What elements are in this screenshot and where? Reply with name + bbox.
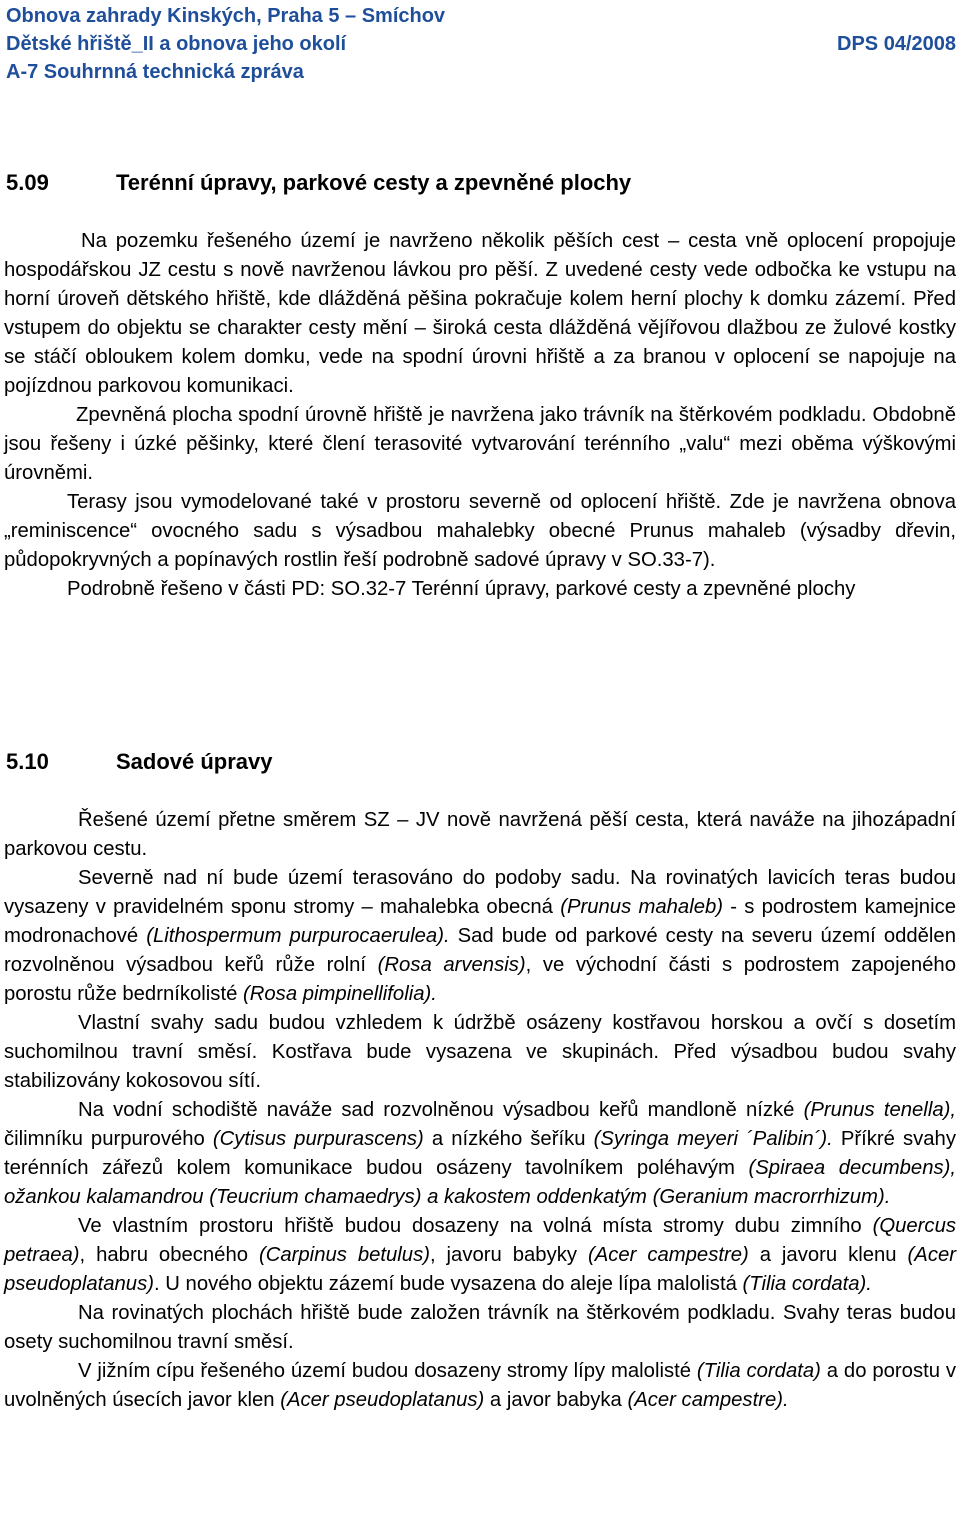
- section-509-paragraph-1: Na pozemku řešeného území je navrženo několik pěších cest – cesta vně oplocení propojuje hospodářskou JZ cestu s nově navrženou lávkou pro pěší. Z uvedené cesty vede odbočka ke vstupu na horní úroveň dětského hřiště, kde dlážděná pěšina pokračuje kolem herní plochy k domku zázemí. Před vstupem do objektu se charakter cesty mění – široká cesta dlážděná vějířovou dlažbou ze žulové kostky se stáčí obloukem kolem domku, vede na spodní úrovni hřiště a za branou v oplocení se napojuje na pojízdnou parkovou komunikaci.: [4, 230, 956, 397]
- document-title: A-7 Souhrnná technická zpráva: [6, 61, 304, 83]
- project-title: Obnova zahrady Kinských, Praha 5 – Smíchov: [6, 5, 446, 27]
- section-509-title: Terénní úpravy, parkové cesty a zpevněné plochy: [116, 170, 632, 195]
- section-510-heading: [6, 747, 273, 777]
- section-510-paragraph-6: Na rovinatých plochách hřiště bude založen trávník na štěrkovém podkladu. Svahy teras budou osety suchomilnou travní směsí.: [4, 1302, 956, 1353]
- section-509-paragraph-2: Zpevněná plocha spodní úrovně hřiště je navržena jako trávník na štěrkovém podkladu. Obdobně jsou řešeny i úzké pěšinky, které člení terasovité vytvarování terénního „valu“ mezi oběma výškovými úrovněmi.: [4, 404, 956, 484]
- header-line-1: [6, 2, 956, 30]
- document-stage: DPS 04/2008: [837, 33, 956, 55]
- section-510-paragraph-1: Řešené území přetne směrem SZ – JV nově navržená pěší cesta, která naváže na jihozápadní parkovou cestu.: [4, 809, 956, 860]
- section-510-paragraph-7: V jižním cípu řešeného území budou dosazeny stromy lípy malolisté (Tilia cordata) a do porostu v uvolněných úsecích javor klen (Acer pseudoplatanus) a javor babyka (Acer campestre).: [4, 1360, 956, 1411]
- project-subtitle: Dětské hřiště_II a obnova jeho okolí: [6, 33, 347, 55]
- section-510-body: [4, 806, 956, 1415]
- header-line-2: [6, 30, 956, 58]
- section-509-number: 5.09: [6, 170, 49, 195]
- section-510-paragraph-3: Vlastní svahy sadu budou vzhledem k údržbě osázeny kostřavou horskou a ovčí s dosetím suchomilnou travní směsí. Kostřava bude vysazena ve skupinách. Před výsadbou budou svahy stabilizovány kokosovou sítí.: [4, 1012, 956, 1092]
- section-510-title: Sadové úpravy: [116, 749, 273, 774]
- section-510-paragraph-2: Severně nad ní bude území terasováno do podoby sadu. Na rovinatých lavicích teras budou vysazeny v pravidelném sponu stromy – mahalebka obecná (Prunus mahaleb) - s podrostem kamejnice modronachové (Lithospermum purpurocaerulea). Sad bude od parkové cesty na severu území oddělen rozvolněnou výsadbou keřů růže rolní (Rosa arvensis), ve východní části s podrostem zapojeného porostu růže bedrníkolisté (Rosa pimpinellifolia).: [4, 867, 956, 1005]
- section-509-body: [4, 227, 956, 604]
- section-510-paragraph-5: Ve vlastním prostoru hřiště budou dosazeny na volná místa stromy dubu zimního (Quercus petraea), habru obecného (Carpinus betulus), javoru babyky (Acer campestre) a javoru klenu (Acer pseudoplatanus). U nového objektu zázemí bude vysazena do aleje lípa malolistá (Tilia cordata).: [4, 1215, 956, 1295]
- page-header: [6, 2, 956, 86]
- section-509-paragraph-3: Terasy jsou vymodelované také v prostoru severně od oplocení hřiště. Zde je navržena obnova „reminiscence“ ovocného sadu s výsadbou mahalebky obecné Prunus mahaleb (výsadby dřevin, půdopokryvných a popínavých rostlin řeší podrobně sadové úpravy v SO.33-7).: [4, 491, 956, 571]
- section-510-number: 5.10: [6, 749, 49, 774]
- section-509-heading: [6, 168, 631, 198]
- section-510-paragraph-4: Na vodní schodiště naváže sad rozvolněnou výsadbou keřů mandloně nízké (Prunus tenella), čilimníku purpurového (Cytisus purpurascens) a nízkého šeříku (Syringa meyeri ´Palibin´). Příkré svahy terénních zářezů kolem komunikace budou osázeny tavolníkem poléhavým (Spiraea decumbens), ožankou kalamandrou (Teucrium chamaedrys) a kakostem oddenkatým (Geranium macrorrhizum).: [4, 1099, 956, 1208]
- header-line-3: [6, 58, 956, 86]
- section-509-paragraph-4: Podrobně řešeno v části PD: SO.32-7 Terénní úpravy, parkové cesty a zpevněné plochy: [67, 578, 856, 600]
